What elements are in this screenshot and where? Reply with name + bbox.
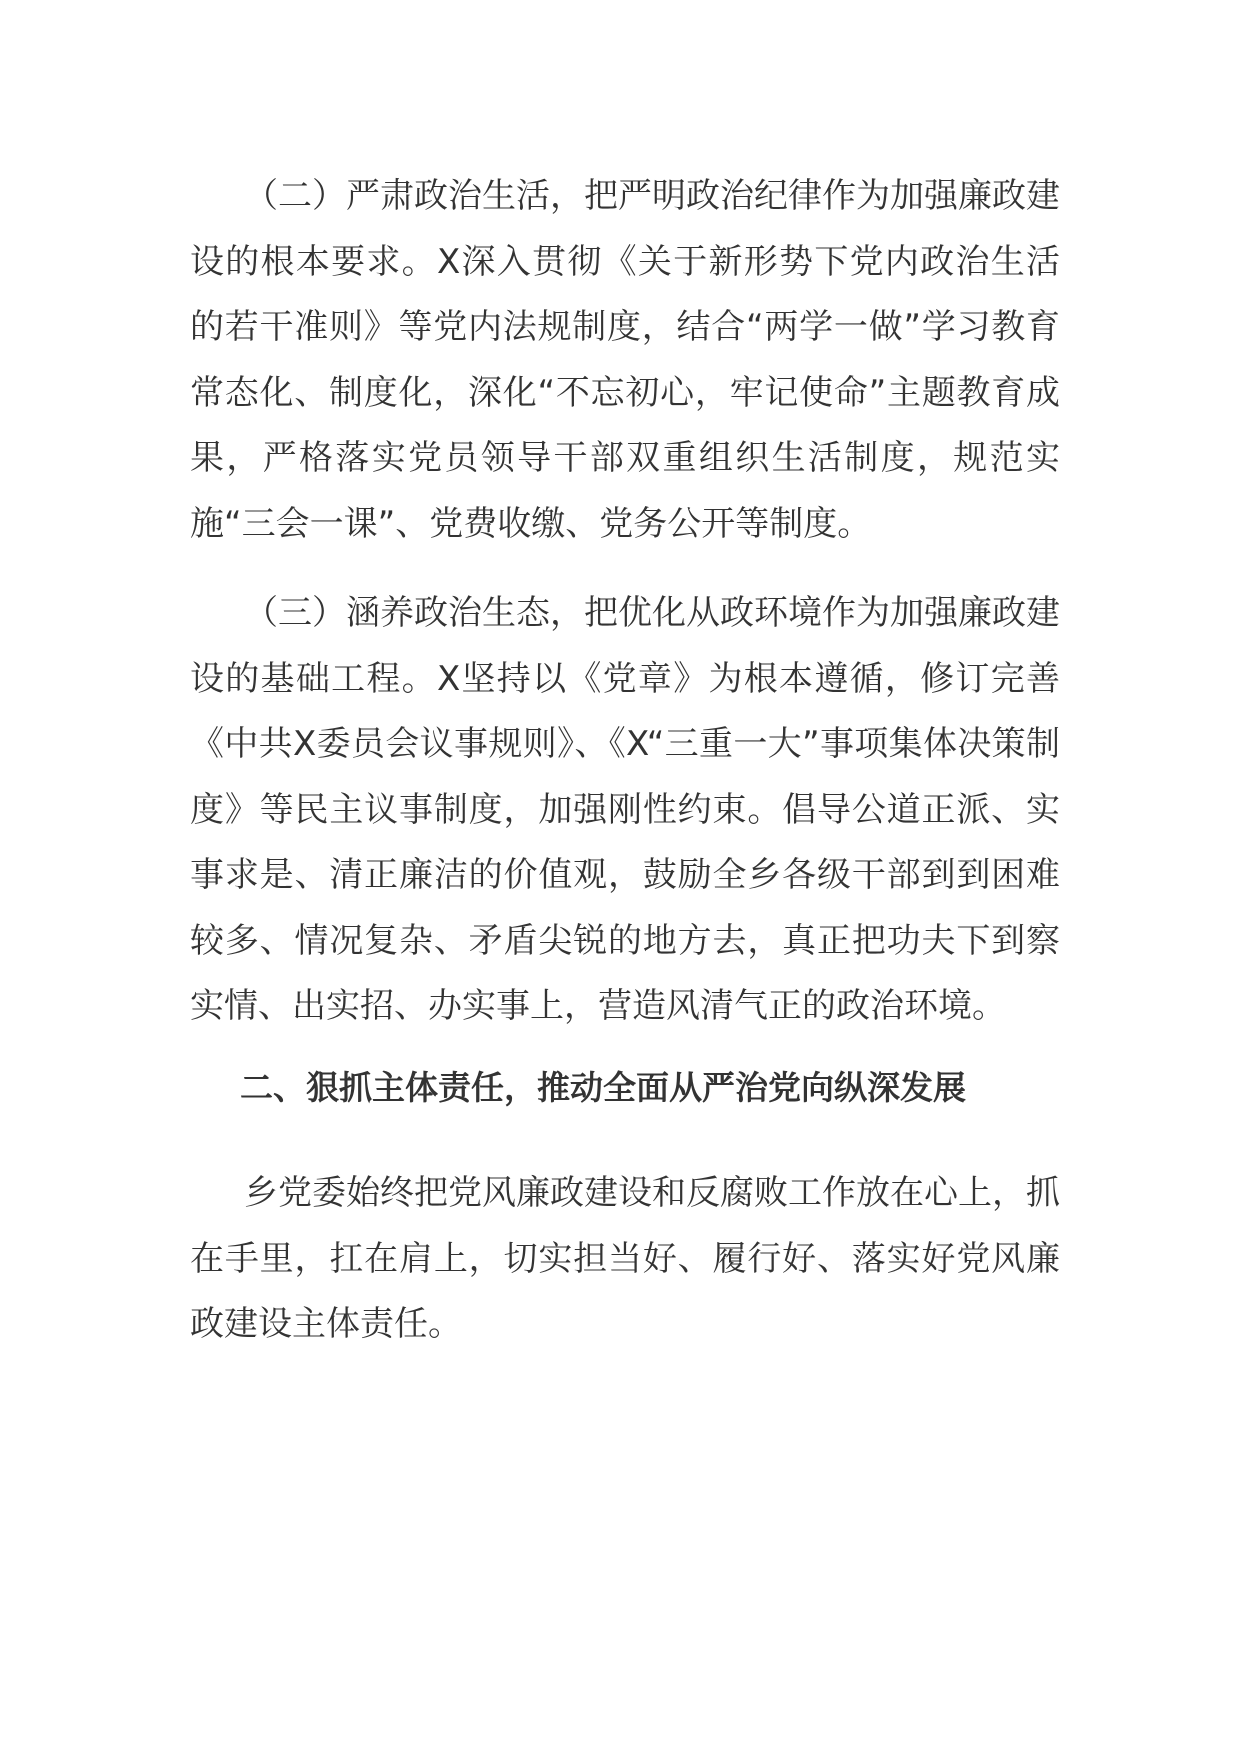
paragraph-text: 乡党委始终把党风廉政建设和反腐败工作放在心上，抓在手里，扛在肩上，切实担当好、履行好、落实好党风廉政建设主体责任。 bbox=[190, 1173, 1060, 1344]
section-heading: 二、狠抓主体责任，推动全面从严治党向纵深发展 bbox=[240, 1068, 966, 1107]
paragraph-text: （二）严肃政治生活，把严明政治纪律作为加强廉政建设的根本要求。X深入贯彻《关于新形势下党内政治生活的若干准则》等党内法规制度，结合“两学一做”学习教育常态化、制度化，深化“不忘初心，牢记使命”主题教育成果，严格落实党员领导干部双重组织生活制度，规范实施“三会一课”、党费收缴、党务公开等制度。 bbox=[190, 176, 1060, 544]
paragraph-political-ecology bbox=[190, 581, 1060, 1040]
paragraph-main-responsibility bbox=[190, 1161, 1060, 1358]
paragraph-political-life bbox=[190, 164, 1060, 557]
paragraph-text: （三）涵养政治生态，把优化从政环境作为加强廉政建设的基础工程。X坚持以《党章》为根本遵循，修订完善《中共X委员会议事规则》、《X“三重一大”事项集体决策制度》等民主议事制度，加强刚性约束。倡导公道正派、实事求是、清正廉洁的价值观，鼓励全乡各级干部到到困难较多、情况复杂、矛盾尖锐的地方去，真正把功夫下到察实情、出实招、办实事上，营造风清气正的政治环境。 bbox=[190, 593, 1060, 1026]
